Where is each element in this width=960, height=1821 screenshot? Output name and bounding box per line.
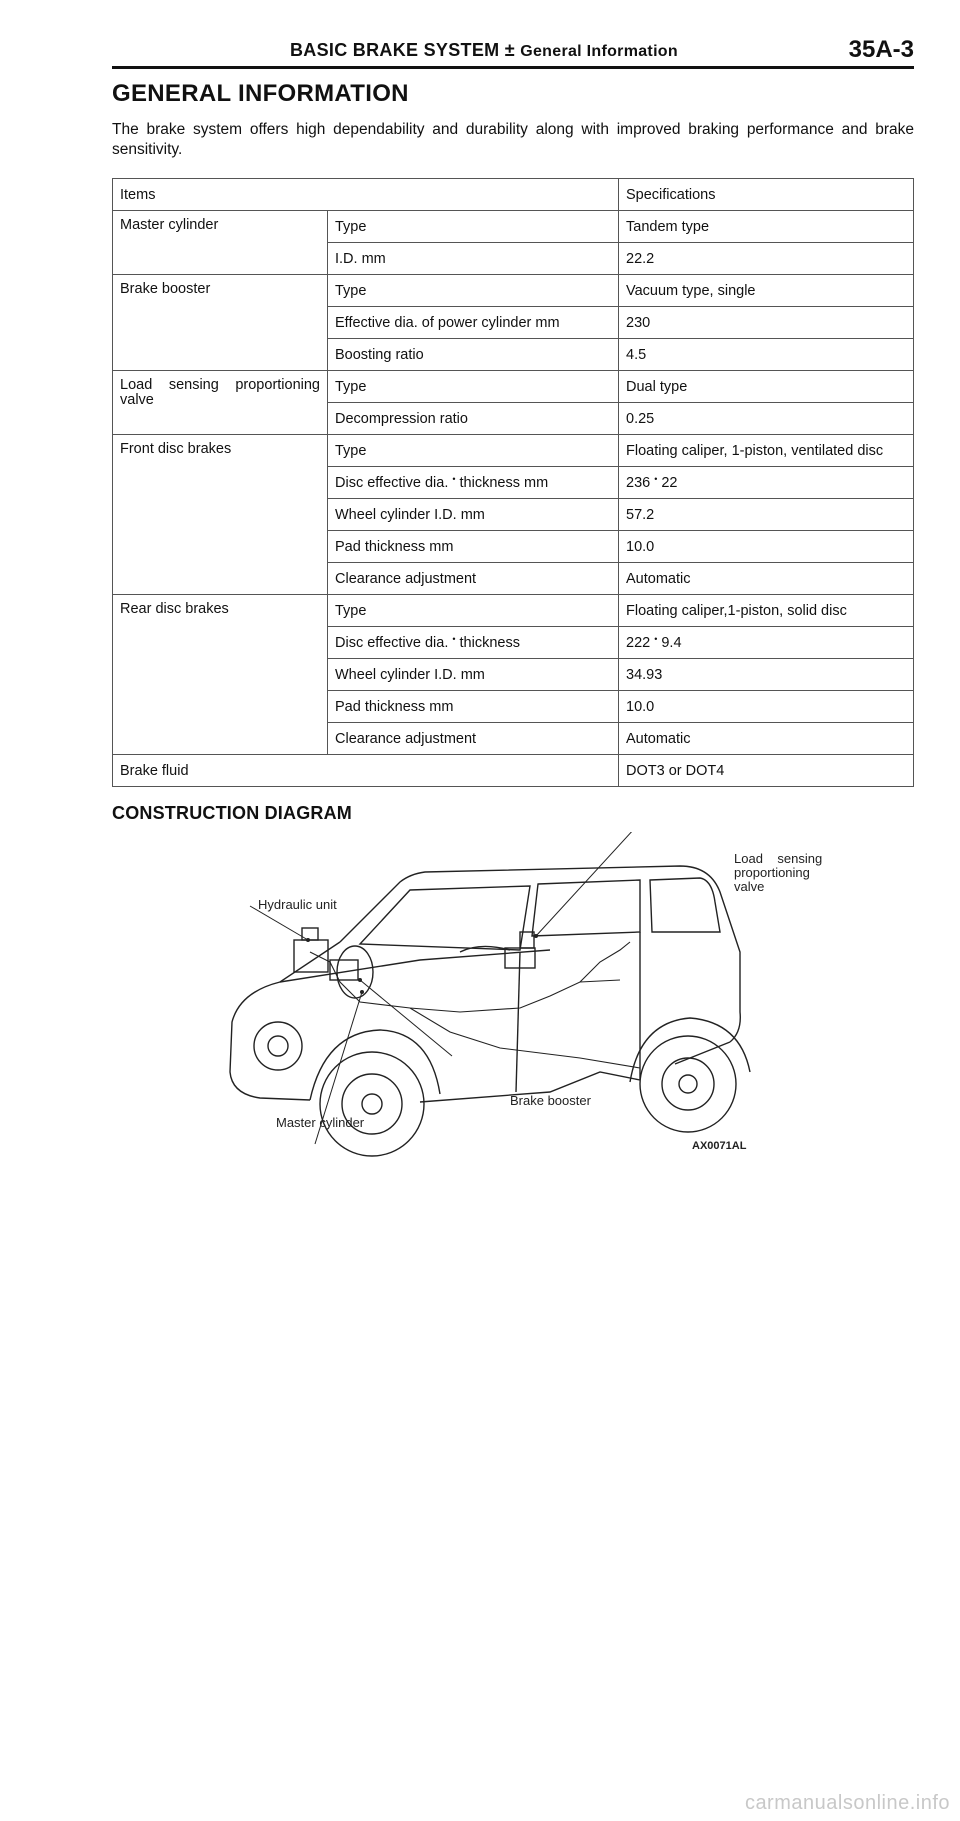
row-value: Tandem type — [619, 211, 914, 243]
row-value: Automatic — [619, 723, 914, 755]
diagram-title: CONSTRUCTION DIAGRAM — [112, 803, 352, 823]
row-item: Type — [328, 595, 619, 627]
watermark: carmanualsonline.info — [744, 1792, 950, 1814]
row-item: Decompression ratio — [328, 403, 619, 435]
header-subtitle: General Information — [520, 43, 678, 60]
row-value — [619, 467, 914, 499]
row-item: Type — [328, 211, 619, 243]
dot-separator: • — [452, 473, 456, 484]
row-value-part: 22 — [661, 474, 678, 491]
row-value — [619, 627, 914, 659]
row-item: Type — [328, 275, 619, 307]
row-item — [328, 627, 619, 659]
row-value: 34.93 — [619, 659, 914, 691]
label-lspv-line3: valve — [734, 879, 765, 894]
group-master-cylinder: Master cylinder — [113, 211, 328, 275]
header-specifications: Specifications — [619, 179, 914, 211]
row-item: Clearance adjustment — [328, 563, 619, 595]
row-item: Wheel cylinder I.D. mm — [328, 499, 619, 531]
label-master-cylinder: Master cylinder — [276, 1115, 365, 1130]
row-value: 10.0 — [619, 531, 914, 563]
row-item: Clearance adjustment — [328, 723, 619, 755]
table-row — [113, 275, 914, 307]
row-item-part: thickness — [459, 634, 520, 651]
row-item: Wheel cylinder I.D. mm — [328, 659, 619, 691]
table-row — [113, 755, 914, 787]
header-title — [290, 40, 678, 61]
row-item: Type — [328, 371, 619, 403]
row-item-part: Disc effective dia. — [335, 474, 449, 491]
figure-code: AX0071AL — [692, 1140, 747, 1152]
row-value: Automatic — [619, 563, 914, 595]
table-row — [113, 435, 914, 467]
dot-separator: • — [654, 633, 658, 644]
row-value-part: 236 — [626, 474, 651, 491]
row-value-part: 9.4 — [661, 634, 682, 651]
group-lspv-line1: Load sensing proportioning — [120, 377, 320, 393]
row-value: Floating caliper, 1-piston, ventilated disc — [619, 435, 914, 467]
specifications-table — [112, 178, 914, 787]
row-item-part: Disc effective dia. — [335, 634, 449, 651]
row-value: DOT3 or DOT4 — [619, 755, 914, 787]
page-header — [112, 36, 914, 69]
group-lspv-line2: valve — [120, 392, 154, 408]
row-value: 10.0 — [619, 691, 914, 723]
row-value: Vacuum type, single — [619, 275, 914, 307]
label-lspv — [734, 852, 822, 894]
row-value-part: 222 — [626, 634, 651, 651]
label-lspv-line2: proportioning — [734, 865, 810, 880]
header-system-title: BASIC BRAKE SYSTEM — [290, 40, 500, 60]
row-value: 230 — [619, 307, 914, 339]
row-item: Pad thickness mm — [328, 531, 619, 563]
row-value: Dual type — [619, 371, 914, 403]
row-item: Boosting ratio — [328, 339, 619, 371]
row-item: Pad thickness mm — [328, 691, 619, 723]
row-value: Floating caliper,1-piston, solid disc — [619, 595, 914, 627]
label-lspv-line1: Load sensing — [734, 851, 823, 866]
row-item: I.D. mm — [328, 243, 619, 275]
row-item — [328, 467, 619, 499]
table-row — [113, 371, 914, 403]
table-row — [113, 211, 914, 243]
page-number: 35A-3 — [848, 36, 914, 63]
intro-paragraph: The brake system offers high dependability and durability along with improved braking performance and brake sensitivity. — [112, 121, 914, 158]
header-items: Items — [113, 179, 619, 211]
row-value: 57.2 — [619, 499, 914, 531]
table-header-row — [113, 179, 914, 211]
group-rear-disc: Rear disc brakes — [113, 595, 328, 755]
group-brake-booster: Brake booster — [113, 275, 328, 371]
row-item-part: thickness mm — [459, 474, 549, 491]
group-front-disc: Front disc brakes — [113, 435, 328, 595]
row-item: Effective dia. of power cylinder mm — [328, 307, 619, 339]
dot-separator: • — [452, 633, 456, 644]
table-row — [113, 595, 914, 627]
row-value: 4.5 — [619, 339, 914, 371]
label-hydraulic-unit: Hydraulic unit — [258, 897, 337, 912]
row-item: Type — [328, 435, 619, 467]
label-brake-booster: Brake booster — [510, 1093, 591, 1108]
dot-separator: • — [654, 473, 658, 484]
row-value: 22.2 — [619, 243, 914, 275]
section-title: GENERAL INFORMATION — [112, 80, 409, 107]
group-brake-fluid: Brake fluid — [113, 755, 619, 787]
construction-diagram — [220, 832, 823, 1172]
header-separator: ± — [504, 40, 515, 60]
row-value: 0.25 — [619, 403, 914, 435]
group-lspv — [113, 371, 328, 435]
